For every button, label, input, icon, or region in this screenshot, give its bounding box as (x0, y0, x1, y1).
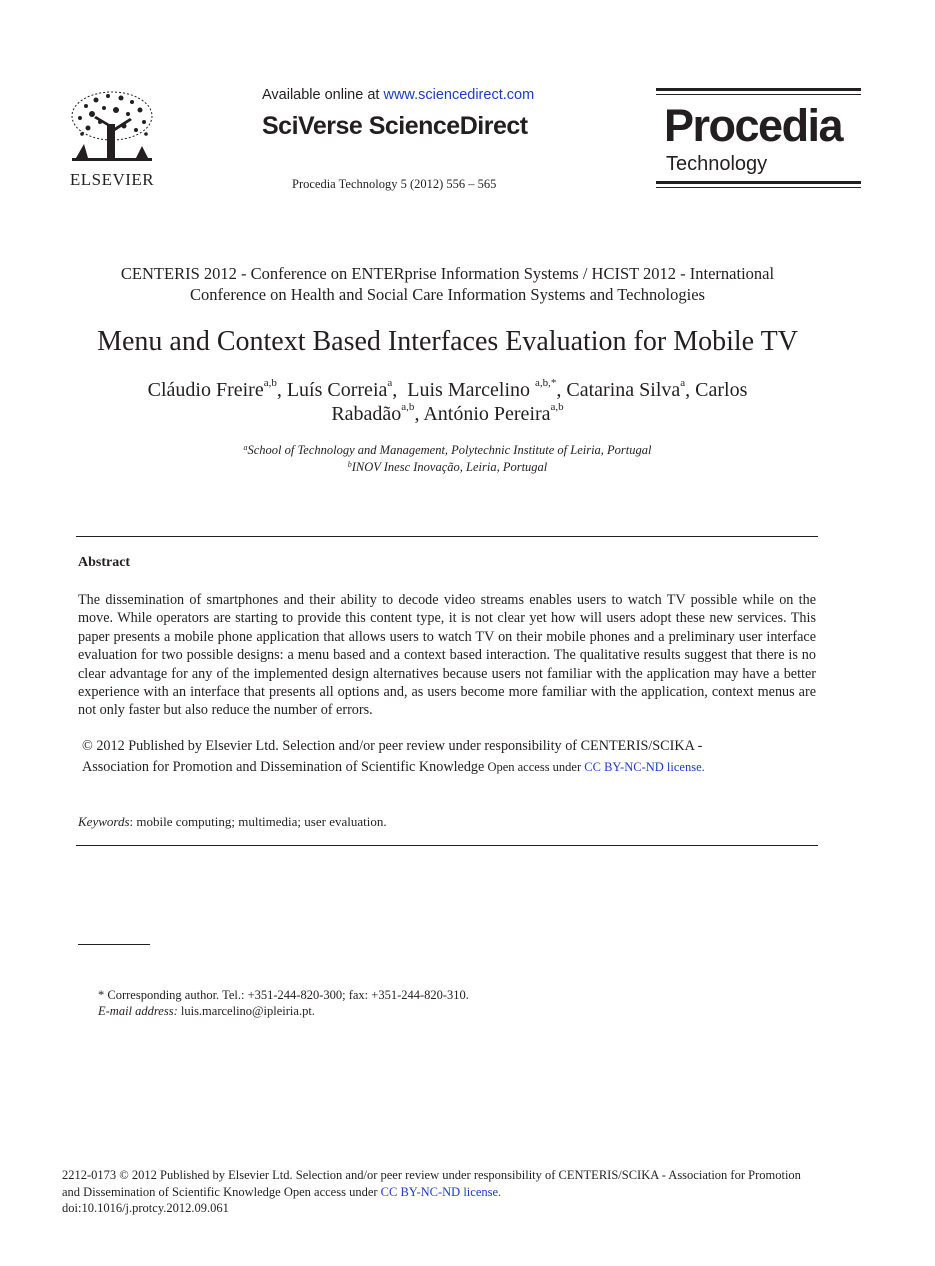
email-label: E-mail address: (98, 1004, 178, 1018)
license-link[interactable]: CC BY-NC-ND license (584, 760, 702, 774)
logo-top-rule (656, 88, 861, 91)
author-affiliation-sup: a (387, 377, 393, 389)
author-name: Catarina Silva (566, 379, 681, 401)
tree-icon (66, 88, 158, 168)
corresponding-author-note: * Corresponding author. Tel.: +351-244-820-300; fax: +351-244-820-310. (98, 988, 469, 1002)
logo-bottom-rule-thin (656, 187, 861, 188)
affiliation-text: INOV Inesc Inovação, Leiria, Portugal (351, 460, 548, 474)
author-list-line-2 (40, 403, 855, 426)
author-affiliation-sup: a (680, 377, 686, 389)
conference-line-2: Conference on Health and Social Care Information Systems and Technologies (190, 285, 705, 304)
available-prefix: Available online at (262, 87, 384, 103)
copyright-line-1: © 2012 Published by Elsevier Ltd. Selection and/or peer review under responsibility of CENTERIS/SCIKA - (82, 738, 703, 754)
conference-line-1: CENTERIS 2012 - Conference on ENTERprise Information Systems / HCIST 2012 - International (120, 264, 775, 283)
author-name: Carlos (695, 379, 748, 401)
doi: doi:10.1016/j.protcy.2012.09.061 (62, 1201, 229, 1215)
footnote-rule (78, 944, 150, 945)
author-name: Rabadão (331, 403, 402, 425)
abstract-body: The dissemination of smartphones and their ability to decode video streams enables users to watch TV possible while on the move. While operators are starting to provide this content type, it is not clear yet how will users adopt these new services. This paper presents a mobile phone application that allows users to watch TV on their mobile phones and a preliminary user interface evaluation for two possible designs: a menu based and a context based interaction. The qualitative results suggest that there is no clear advantage for any of the implemented design alternatives because users not familiar with the application may have a better experience with an interface that presents all options and, as users become more familiar with the application, context menus are not only faster but also reduce the number of errors. (78, 592, 816, 719)
author-name: António Pereira (423, 403, 551, 425)
abstract-bottom-divider (76, 845, 818, 846)
author-list-line-1 (40, 379, 855, 402)
author-name: Luis Marcelino (407, 379, 536, 401)
available-online-line (262, 87, 534, 103)
footer-copyright-line-2 (62, 1185, 501, 1200)
email-note (98, 1004, 315, 1019)
footer-copyright-line-1: 2212-0173 © 2012 Published by Elsevier Ltd. Selection and/or peer review under responsibility of CENTERIS/SCIKA - Association for Promotion (62, 1168, 801, 1182)
keywords-line (78, 814, 387, 830)
footer-license-period: . (498, 1185, 502, 1199)
author-separator: , (556, 379, 567, 401)
email-address: luis.marcelino@ipleiria.pt. (177, 1004, 315, 1018)
affiliation-a (40, 443, 855, 458)
keywords-text: : mobile computing; multimedia; user evaluation. (129, 814, 387, 829)
footer-copyright-text: and Dissemination of Scientific Knowledge (62, 1185, 281, 1199)
logo-bottom-rule (656, 181, 861, 184)
author-separator: , (414, 403, 424, 425)
procedia-wordmark: Procedia (664, 100, 843, 151)
author-affiliation-sup: a,b (263, 377, 277, 389)
sciencedirect-link[interactable]: www.sciencedirect.com (383, 87, 535, 103)
paper-title: Menu and Context Based Interfaces Evaluation for Mobile TV (97, 326, 798, 357)
license-period: . (701, 760, 705, 774)
affiliation-sup: a (243, 443, 248, 452)
elsevier-wordmark: ELSEVIER (69, 170, 155, 189)
author-name: Luís Correia (286, 379, 388, 401)
author-separator: , (685, 379, 696, 401)
affiliation-text: School of Technology and Management, Polytechnic Institute of Leiria, Portugal (247, 443, 652, 457)
affiliation-sup: b (347, 460, 352, 469)
author-affiliation-sup: a,b (550, 401, 564, 413)
footer-license-link[interactable]: CC BY-NC-ND license (380, 1185, 499, 1199)
logo-top-rule-thin (656, 94, 861, 95)
author-affiliation-sup: a,b (401, 401, 415, 413)
affiliation-b (40, 460, 855, 475)
open-access-label: Open access under (484, 760, 585, 774)
keywords-label: Keywords (78, 814, 130, 829)
author-affiliation-sup: a,b,* (535, 377, 557, 389)
abstract-heading: Abstract (78, 555, 131, 570)
copyright-text: Association for Promotion and Dissemination of Scientific Knowledge (82, 759, 485, 775)
author-separator: , (392, 379, 408, 401)
author-separator: , (276, 379, 287, 401)
footer-open-access-label: Open access under (280, 1185, 381, 1199)
sciverse-logo: SciVerse ScienceDirect (262, 112, 528, 140)
author-name: Cláudio Freire (147, 379, 264, 401)
abstract-top-divider (76, 536, 818, 537)
technology-wordmark: Technology (666, 153, 768, 175)
journal-reference: Procedia Technology 5 (2012) 556 – 565 (292, 177, 497, 191)
copyright-line-2 (82, 759, 705, 776)
